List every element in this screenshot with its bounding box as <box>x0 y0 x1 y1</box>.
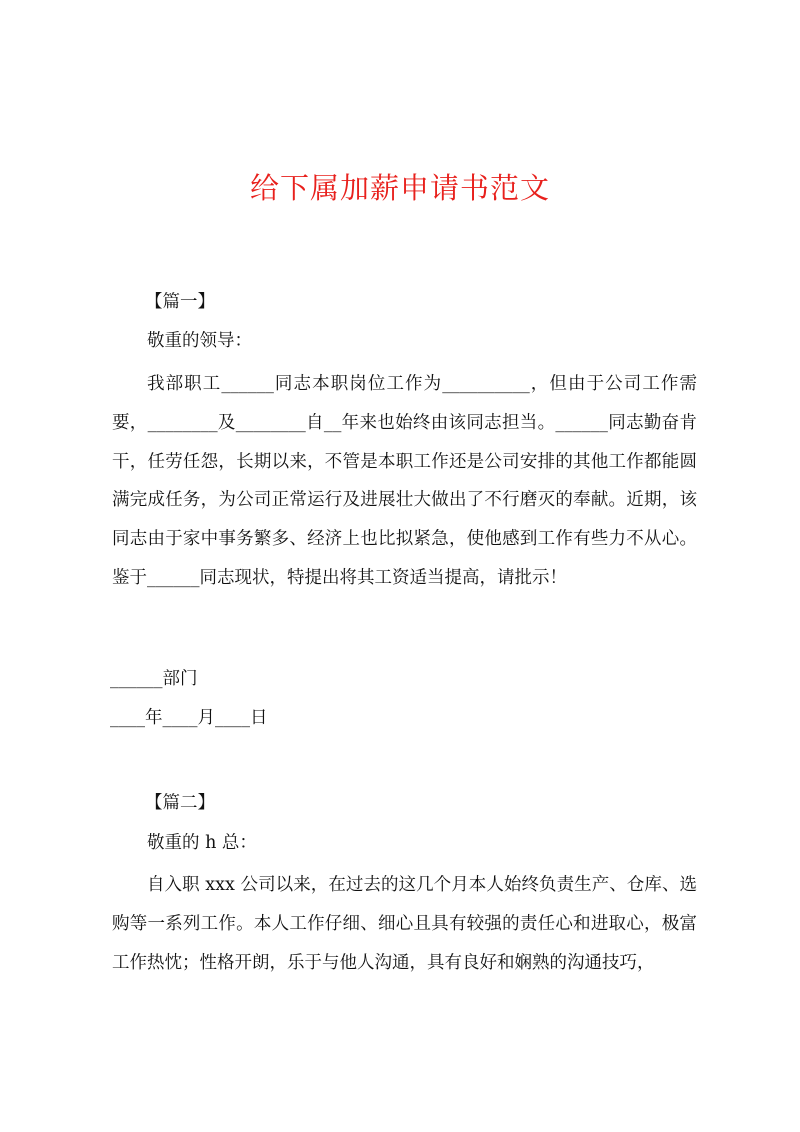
section1-salutation: 敬重的领导： <box>147 331 252 351</box>
section2-salutation: 敬重的 h 总： <box>147 833 257 853</box>
section1-heading: 【篇一】 <box>145 292 215 312</box>
document-title: 给下属加薪申请书范文 <box>249 171 550 205</box>
section2-heading: 【篇二】 <box>145 793 215 813</box>
section2-body: 自入职 xxx 公司以来，在过去的这几个月本人始终负责生产、仓库、选购等一系列工作。本人工作仔细、细心且具有较强的责任心和进取心，极富工作热忱；性格开朗，乐于与他人沟通，具有良好和娴熟的沟通技巧， <box>112 875 697 973</box>
section1-department: ______部门 <box>110 669 198 689</box>
section1-date: ____年____月____日 <box>110 708 268 728</box>
section1-body: 我部职工______同志本职岗位工作为__________，但由于公司工作需要，________及________自__年来也始终由该同志担当。______同志勤奋肯干，任劳任怨，长期以来，不管是本职工作还是公司安排的其他工作都能圆满完成任务，为公司正常运行及进展壮大做出了不行磨灭的奉献。近期，该同志由于家中事务繁多、经济上也比拟紧急，使他感到工作有些力不从心。鉴于______同志现状，特提出将其工资适当提高，请批示！ <box>112 374 697 588</box>
